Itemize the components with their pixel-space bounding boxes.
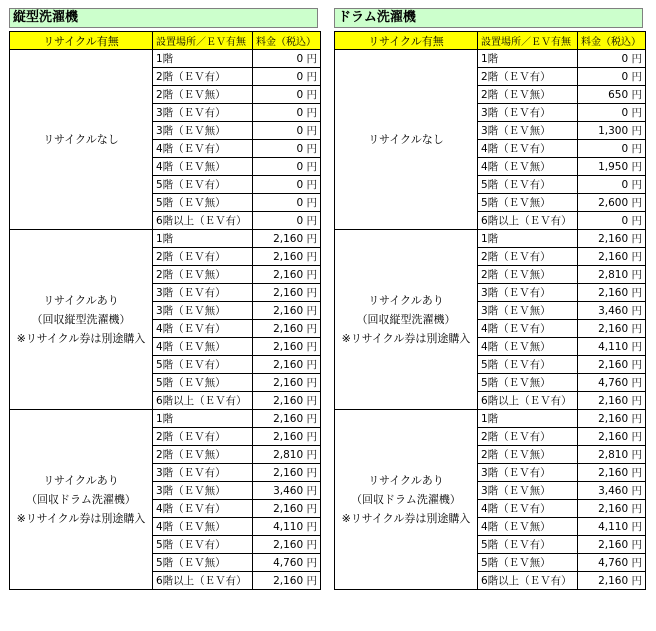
vertical-washer-panel [9, 8, 321, 590]
location-cell: 1階 [153, 50, 253, 68]
fee-cell: 2,160 円 [253, 428, 321, 446]
category-label-line: （回収縦型洗濯機） [356, 313, 456, 326]
fee-cell: 2,160 円 [578, 230, 646, 248]
fee-table-body [10, 50, 321, 590]
fee-cell: 0 円 [253, 86, 321, 104]
table-row [10, 230, 321, 248]
location-cell: 6階以上（ＥＶ有） [478, 212, 578, 230]
fee-cell: 2,160 円 [253, 410, 321, 428]
location-cell: 5階（ＥＶ無） [153, 194, 253, 212]
panel-title: 縦型洗濯機 [9, 8, 318, 28]
location-cell: 3階（ＥＶ無） [478, 482, 578, 500]
location-cell: 3階（ＥＶ有） [153, 284, 253, 302]
header-recycle: リサイクル有無 [335, 32, 478, 50]
fee-cell: 2,600 円 [578, 194, 646, 212]
fee-cell: 2,160 円 [253, 284, 321, 302]
fee-cell: 2,160 円 [578, 536, 646, 554]
fee-cell: 0 円 [253, 176, 321, 194]
location-cell: 4階（ＥＶ無） [153, 338, 253, 356]
fee-cell: 0 円 [253, 122, 321, 140]
location-cell: 5階（ＥＶ有） [478, 356, 578, 374]
location-cell: 4階（ＥＶ無） [153, 158, 253, 176]
location-cell: 6階以上（ＥＶ有） [153, 392, 253, 410]
panel-title: ドラム洗濯機 [334, 8, 643, 28]
location-cell: 5階（ＥＶ有） [478, 176, 578, 194]
location-cell: 6階以上（ＥＶ有） [478, 392, 578, 410]
fee-cell: 2,160 円 [253, 392, 321, 410]
category-label-line: ※リサイクル券は別途購入 [16, 512, 146, 525]
location-cell: 6階以上（ＥＶ有） [153, 572, 253, 590]
fee-cell: 2,160 円 [578, 356, 646, 374]
fee-cell: 1,950 円 [578, 158, 646, 176]
category-label-line: ※リサイクル券は別途購入 [341, 332, 471, 345]
location-cell: 5階（ＥＶ無） [478, 194, 578, 212]
location-cell: 1階 [153, 230, 253, 248]
category-label-line: （回収ドラム洗濯機） [26, 493, 136, 506]
fee-cell: 2,160 円 [253, 572, 321, 590]
fee-cell: 0 円 [578, 50, 646, 68]
location-cell: 3階（ＥＶ有） [478, 104, 578, 122]
location-cell: 3階（ＥＶ無） [478, 302, 578, 320]
category-label-line: リサイクルあり [368, 474, 444, 487]
location-cell: 4階（ＥＶ無） [478, 518, 578, 536]
location-cell: 2階（ＥＶ無） [478, 446, 578, 464]
category-label-line: リサイクルあり [43, 474, 119, 487]
fee-cell: 2,160 円 [578, 464, 646, 482]
fee-cell: 0 円 [253, 68, 321, 86]
location-cell: 4階（ＥＶ有） [478, 320, 578, 338]
fee-cell: 2,160 円 [253, 464, 321, 482]
fee-cell: 0 円 [578, 68, 646, 86]
location-cell: 1階 [153, 410, 253, 428]
fee-cell: 0 円 [253, 158, 321, 176]
fee-cell: 2,160 円 [578, 284, 646, 302]
location-cell: 3階（ＥＶ無） [478, 122, 578, 140]
location-cell: 4階（ＥＶ無） [153, 518, 253, 536]
header-row [10, 32, 321, 50]
fee-cell: 2,810 円 [253, 446, 321, 464]
recycle-category [10, 410, 153, 590]
fee-table [9, 31, 321, 590]
location-cell: 6階以上（ＥＶ有） [153, 212, 253, 230]
fee-cell: 3,460 円 [253, 482, 321, 500]
fee-cell: 3,460 円 [578, 302, 646, 320]
fee-cell: 2,810 円 [578, 446, 646, 464]
fee-cell: 2,810 円 [578, 266, 646, 284]
location-cell: 2階（ＥＶ有） [478, 248, 578, 266]
header-location: 設置場所／ＥＶ有無 [478, 32, 578, 50]
table-row [10, 410, 321, 428]
category-label-line: リサイクルなし [368, 133, 444, 146]
recycle-category [335, 50, 478, 230]
fee-cell: 2,160 円 [578, 428, 646, 446]
header-fee: 料金（税込） [253, 32, 321, 50]
category-label-line: （回収縦型洗濯機） [31, 313, 131, 326]
fee-cell: 4,760 円 [253, 554, 321, 572]
fee-cell: 0 円 [253, 140, 321, 158]
location-cell: 4階（ＥＶ有） [478, 500, 578, 518]
fee-cell: 3,460 円 [578, 482, 646, 500]
fee-cell: 2,160 円 [253, 320, 321, 338]
fee-cell: 0 円 [253, 212, 321, 230]
fee-cell: 2,160 円 [578, 500, 646, 518]
fee-cell: 2,160 円 [578, 320, 646, 338]
fee-table [334, 31, 646, 590]
category-label-line: リサイクルあり [368, 294, 444, 307]
table-row [335, 50, 646, 68]
fee-cell: 4,110 円 [578, 338, 646, 356]
location-cell: 4階（ＥＶ有） [153, 500, 253, 518]
fee-cell: 2,160 円 [578, 410, 646, 428]
fee-cell: 2,160 円 [253, 500, 321, 518]
location-cell: 4階（ＥＶ有） [478, 140, 578, 158]
fee-cell: 2,160 円 [578, 572, 646, 590]
fee-cell: 0 円 [253, 104, 321, 122]
fee-cell: 2,160 円 [253, 230, 321, 248]
recycle-category [10, 50, 153, 230]
fee-cell: 2,160 円 [253, 356, 321, 374]
location-cell: 2階（ＥＶ有） [153, 428, 253, 446]
header-recycle: リサイクル有無 [10, 32, 153, 50]
location-cell: 4階（ＥＶ無） [478, 338, 578, 356]
fee-cell: 2,160 円 [253, 536, 321, 554]
fee-cell: 0 円 [253, 194, 321, 212]
location-cell: 2階（ＥＶ無） [478, 266, 578, 284]
header-row [335, 32, 646, 50]
fee-cell: 4,760 円 [578, 374, 646, 392]
location-cell: 5階（ＥＶ有） [153, 176, 253, 194]
fee-table-body [335, 50, 646, 590]
location-cell: 3階（ＥＶ有） [153, 104, 253, 122]
location-cell: 3階（ＥＶ有） [478, 464, 578, 482]
fee-cell: 2,160 円 [253, 248, 321, 266]
location-cell: 5階（ＥＶ有） [478, 536, 578, 554]
location-cell: 3階（ＥＶ無） [153, 482, 253, 500]
location-cell: 2階（ＥＶ有） [153, 248, 253, 266]
location-cell: 5階（ＥＶ無） [153, 374, 253, 392]
fee-cell: 2,160 円 [578, 248, 646, 266]
location-cell: 3階（ＥＶ有） [478, 284, 578, 302]
fee-cell: 4,760 円 [578, 554, 646, 572]
header-fee: 料金（税込） [578, 32, 646, 50]
location-cell: 5階（ＥＶ有） [153, 536, 253, 554]
location-cell: 2階（ＥＶ有） [478, 68, 578, 86]
location-cell: 5階（ＥＶ無） [478, 554, 578, 572]
location-cell: 2階（ＥＶ無） [478, 86, 578, 104]
location-cell: 2階（ＥＶ有） [153, 68, 253, 86]
recycle-category [10, 230, 153, 410]
location-cell: 5階（ＥＶ無） [153, 554, 253, 572]
location-cell: 2階（ＥＶ無） [153, 446, 253, 464]
fee-cell: 4,110 円 [253, 518, 321, 536]
fee-cell: 2,160 円 [253, 266, 321, 284]
location-cell: 3階（ＥＶ有） [153, 464, 253, 482]
fee-cell: 2,160 円 [253, 338, 321, 356]
fee-cell: 0 円 [578, 212, 646, 230]
location-cell: 2階（ＥＶ有） [478, 428, 578, 446]
fee-cell: 2,160 円 [253, 302, 321, 320]
recycle-category [335, 410, 478, 590]
location-cell: 3階（ＥＶ無） [153, 122, 253, 140]
fee-cell: 0 円 [578, 104, 646, 122]
location-cell: 1階 [478, 50, 578, 68]
location-cell: 5階（ＥＶ無） [478, 374, 578, 392]
location-cell: 1階 [478, 230, 578, 248]
location-cell: 4階（ＥＶ有） [153, 140, 253, 158]
fee-cell: 2,160 円 [253, 374, 321, 392]
recycle-category [335, 230, 478, 410]
category-label-line: ※リサイクル券は別途購入 [16, 332, 146, 345]
fee-cell: 650 円 [578, 86, 646, 104]
location-cell: 1階 [478, 410, 578, 428]
table-row [10, 50, 321, 68]
fee-cell: 0 円 [578, 176, 646, 194]
header-location: 設置場所／ＥＶ有無 [153, 32, 253, 50]
fee-cell: 2,160 円 [578, 392, 646, 410]
location-cell: 5階（ＥＶ有） [153, 356, 253, 374]
location-cell: 4階（ＥＶ無） [478, 158, 578, 176]
location-cell: 2階（ＥＶ無） [153, 266, 253, 284]
table-row [335, 410, 646, 428]
location-cell: 6階以上（ＥＶ有） [478, 572, 578, 590]
category-label-line: リサイクルなし [43, 133, 119, 146]
category-label-line: ※リサイクル券は別途購入 [341, 512, 471, 525]
category-label-line: （回収ドラム洗濯機） [351, 493, 461, 506]
drum-washer-panel [334, 8, 646, 590]
fee-cell: 0 円 [578, 140, 646, 158]
fee-cell: 0 円 [253, 50, 321, 68]
location-cell: 3階（ＥＶ無） [153, 302, 253, 320]
category-label-line: リサイクルあり [43, 294, 119, 307]
table-row [335, 230, 646, 248]
fee-cell: 4,110 円 [578, 518, 646, 536]
fee-cell: 1,300 円 [578, 122, 646, 140]
location-cell: 2階（ＥＶ無） [153, 86, 253, 104]
location-cell: 4階（ＥＶ有） [153, 320, 253, 338]
